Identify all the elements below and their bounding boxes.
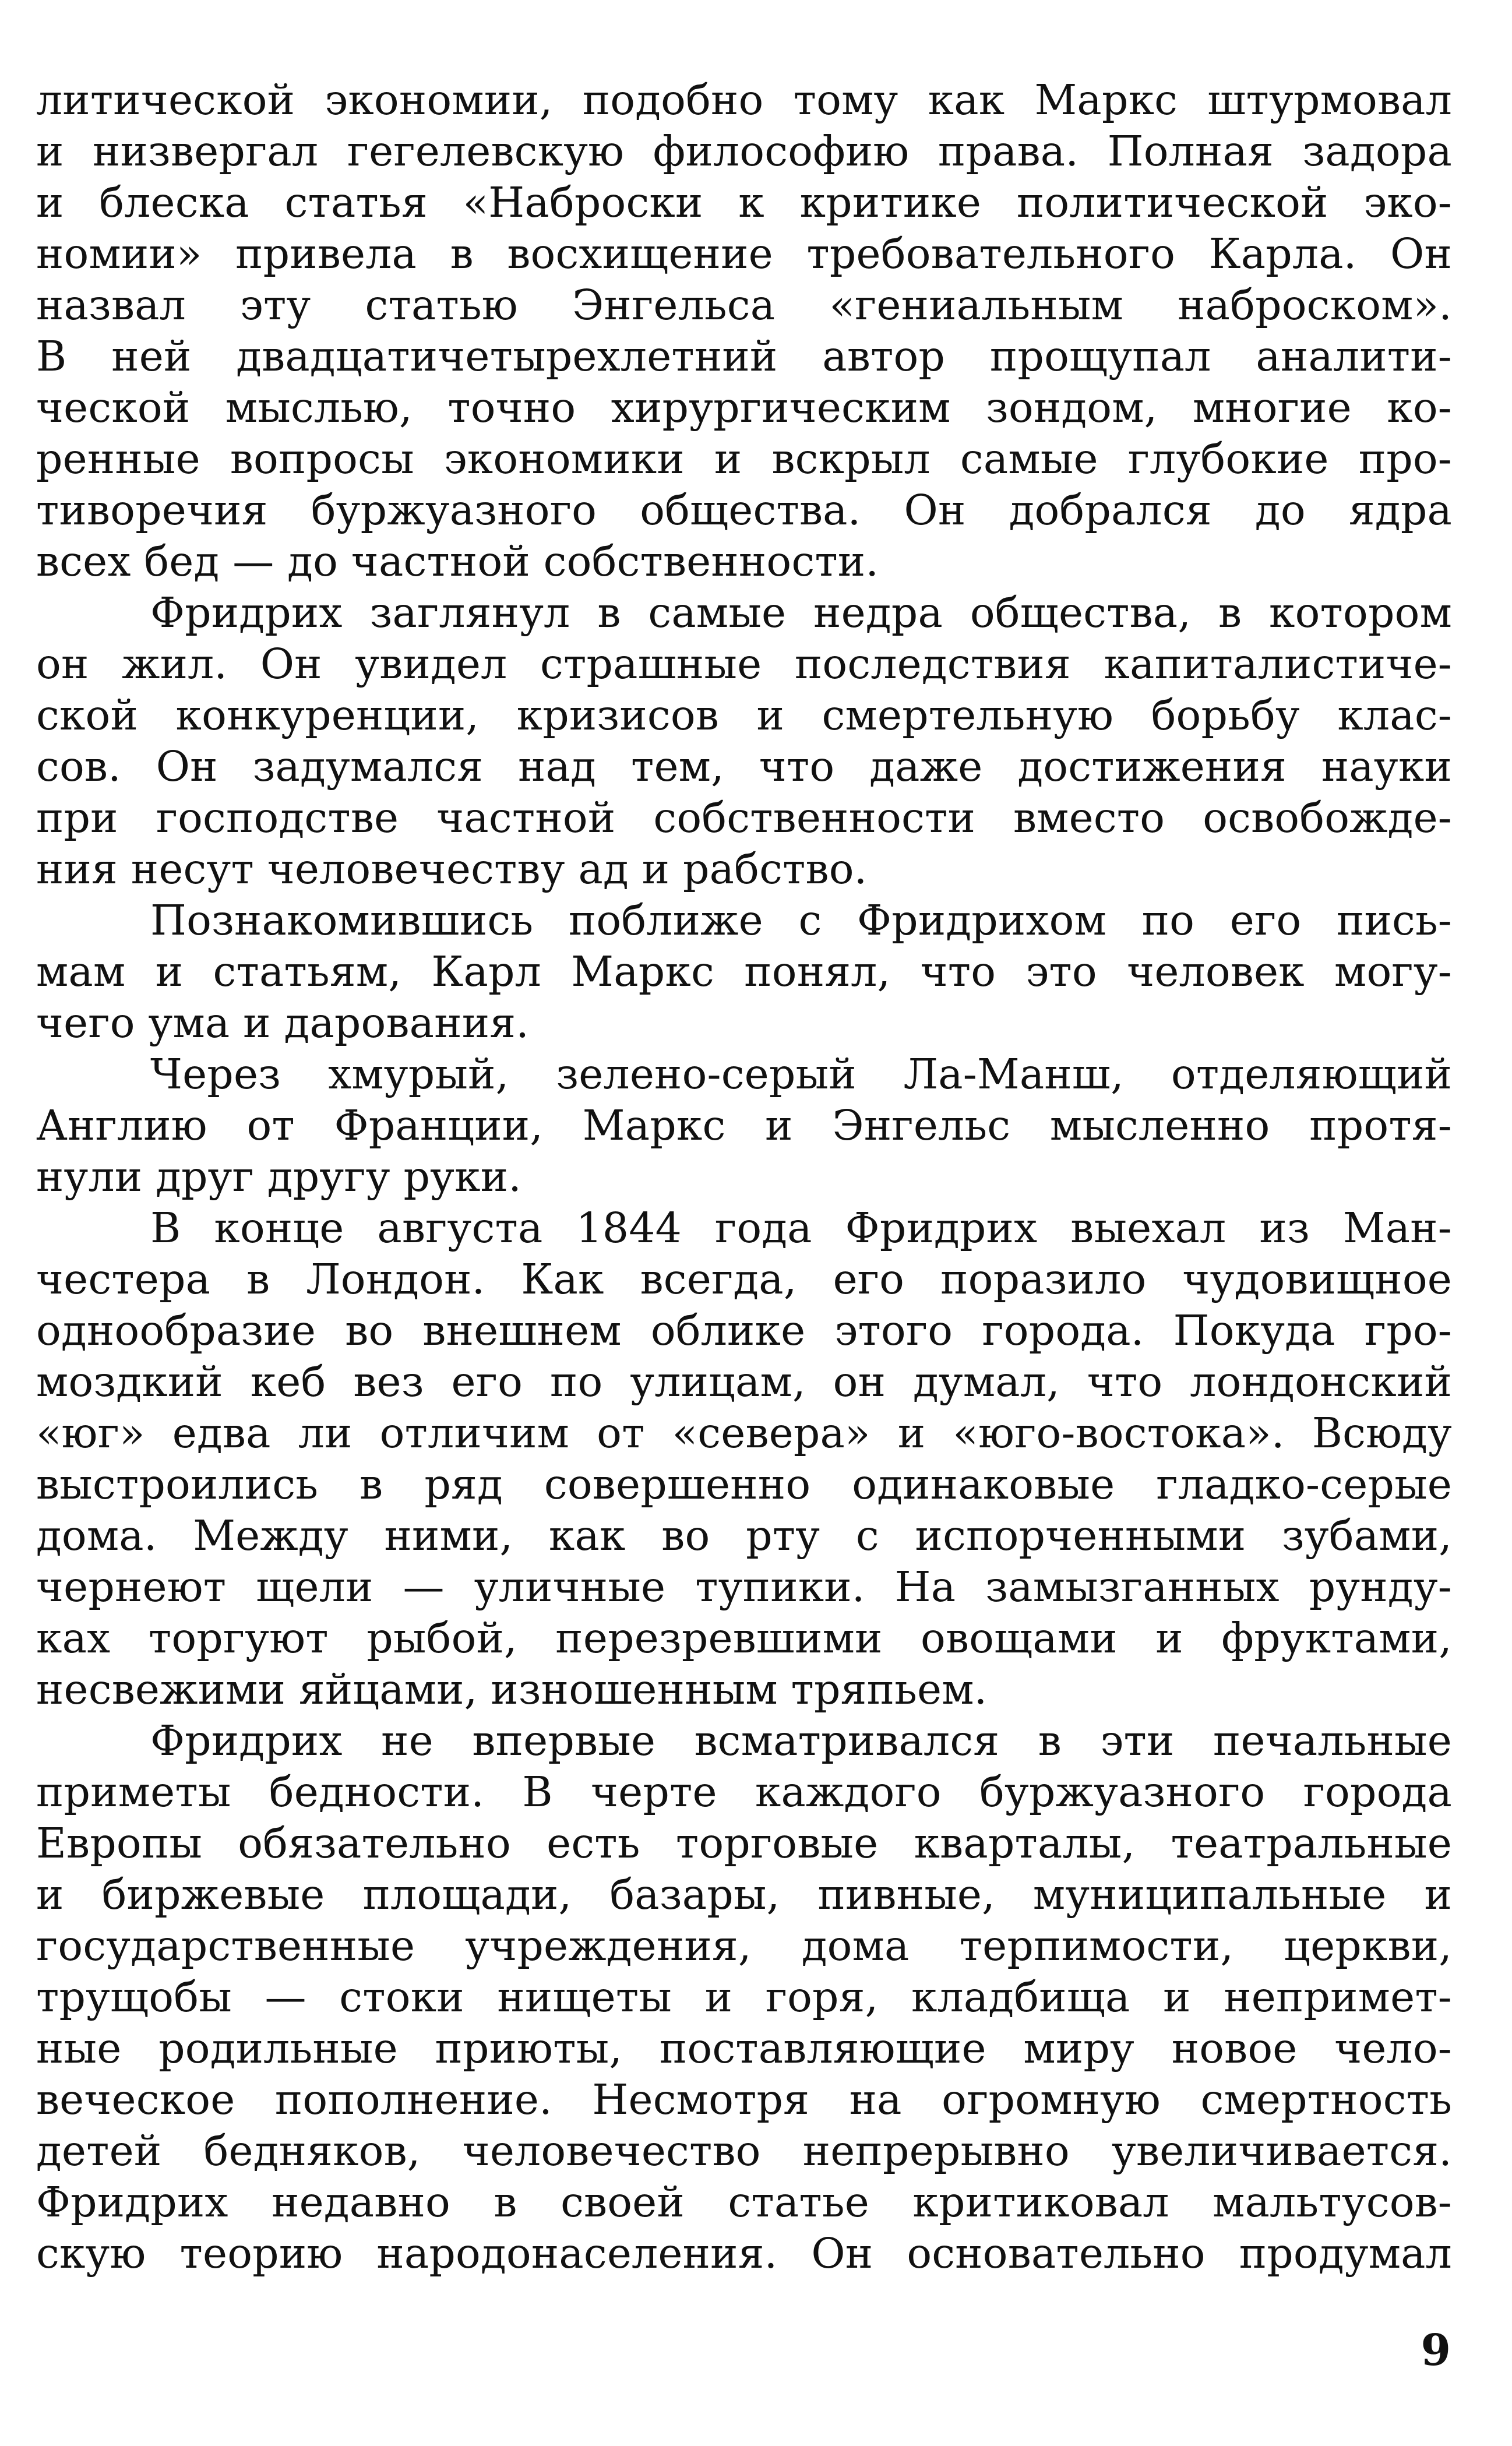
text-line: номии» привела в восхищение требовательного Карла. Он	[36, 230, 1452, 278]
text-line: скую теорию народонаселения. Он основательно продумал	[36, 2229, 1452, 2278]
text-line: детей бедняков, человечество непрерывно увеличивается.	[36, 2127, 1452, 2175]
text-line: ческой мыслью, точно хирургическим зондом, многие ко-	[36, 383, 1452, 432]
text-line: литической экономии, подобно тому как Маркс штурмовал	[36, 76, 1452, 124]
paragraph	[36, 75, 1452, 587]
text-line: государственные учреждения, дома терпимости, церкви,	[36, 1922, 1452, 1970]
text-line: и блеска статья «Наброски к критике политической эко-	[36, 178, 1452, 227]
text-line: моздкий кеб вез его по улицам, он думал, что лондонский	[36, 1358, 1452, 1406]
text-line: Фридрих недавно в своей статье критиковал мальтусов-	[36, 2178, 1452, 2226]
text-line: однообразие во внешнем облике этого города. Покуда гро-	[36, 1306, 1452, 1355]
text-line: сов. Он задумался над тем, что даже достижения науки	[36, 742, 1452, 791]
paragraph	[36, 895, 1452, 1049]
paragraph	[36, 1203, 1452, 1715]
text-line: несвежими яйцами, изношенным тряпьем.	[36, 1665, 988, 1714]
text-line: всех бед — до частной собственности.	[36, 537, 879, 586]
text-line: честера в Лондон. Как всегда, его поразило чудовищное	[36, 1255, 1452, 1303]
text-line: Европы обязательно есть торговые кварталы, театральные	[36, 1819, 1452, 1867]
text-line: Через хмурый, зелено-серый Ла-Манш, отделяющий	[150, 1050, 1452, 1098]
text-line: В конце августа 1844 года Фридрих выехал из Ман-	[150, 1204, 1452, 1252]
text-line: Англию от Франции, Маркс и Энгельс мысленно протя-	[36, 1101, 1452, 1150]
text-line: тиворечия буржуазного общества. Он добрался до ядра	[36, 486, 1452, 534]
text-line: выстроились в ряд совершенно одинаковые гладко-серые	[36, 1460, 1452, 1509]
text-line: Познакомившись поближе с Фридрихом по его пись-	[150, 896, 1452, 944]
text-line: Фридрих не впервые всматривался в эти печальные	[150, 1717, 1452, 1765]
text-line: Фридрих заглянул в самые недра общества, в котором	[150, 588, 1452, 637]
text-line: ные родильные приюты, поставляющие миру новое чело-	[36, 2024, 1452, 2073]
text-line: назвал эту статью Энгельса «гениальным наброском».	[36, 281, 1452, 329]
text-line: мам и статьям, Карл Маркс понял, что это человек могу-	[36, 947, 1452, 996]
text-line: ренные вопросы экономики и вскрыл самые глубокие про-	[36, 435, 1452, 483]
text-line: чернеют щели — уличные тупики. На замызганных рунду-	[36, 1563, 1452, 1611]
text-line: ния несут человечеству ад и рабство.	[36, 845, 868, 893]
text-line: ках торгуют рыбой, перезревшими овощами и фруктами,	[36, 1614, 1452, 1662]
text-line: дома. Между ними, как во рту с испорченными зубами,	[36, 1511, 1452, 1560]
page-number: 9	[1421, 2325, 1451, 2375]
text-line: веческое пополнение. Несмотря на огромную смертность	[36, 2075, 1452, 2124]
text-line: и биржевые площади, базары, пивные, муниципальные и	[36, 1870, 1452, 1919]
text-line: ской конкуренции, кризисов и смертельную борьбу клас-	[36, 691, 1452, 739]
text-line: при господстве частной собственности вместо освобожде-	[36, 794, 1452, 842]
text-line: нули друг другу руки.	[36, 1152, 521, 1201]
text-line: трущобы — стоки нищеты и горя, кладбища и непримет-	[36, 1973, 1452, 2021]
page-text-block	[36, 75, 1452, 2279]
paragraph	[36, 1049, 1452, 1203]
paragraph	[36, 1715, 1452, 2279]
text-line: чего ума и дарования.	[36, 999, 530, 1047]
paragraph	[36, 587, 1452, 895]
text-line: «юг» едва ли отличим от «севера» и «юго-востока». Всюду	[36, 1409, 1452, 1457]
text-line: и низвергал гегелевскую философию права. Полная задора	[36, 127, 1452, 175]
text-line: он жил. Он увидел страшные последствия капиталистиче-	[36, 640, 1452, 688]
text-line: приметы бедности. В черте каждого буржуазного города	[36, 1768, 1452, 1816]
text-line: В ней двадцатичетырехлетний автор прощупал аналити-	[36, 332, 1452, 380]
